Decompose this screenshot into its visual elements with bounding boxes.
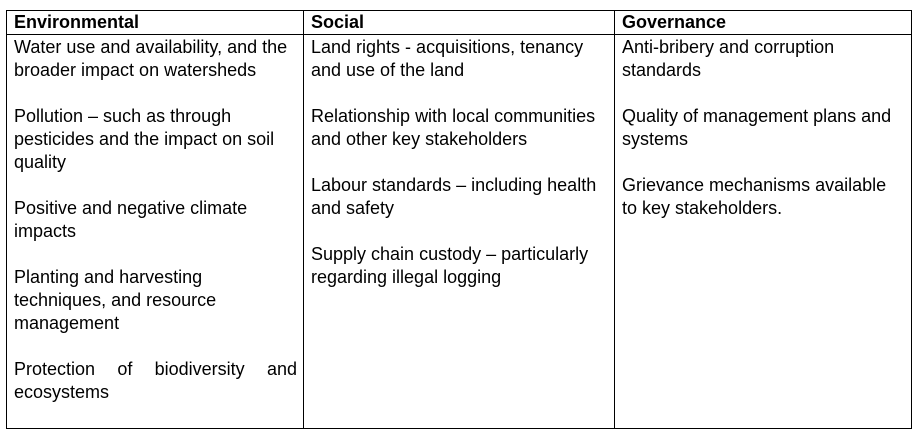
social-item: Labour standards – including health and safety — [311, 175, 597, 218]
social-item: Relationship with local communities and other key stakeholders — [311, 106, 596, 149]
social-cell — [304, 35, 615, 429]
governance-item: Grievance mechanisms available to key stakeholders. — [622, 175, 887, 218]
environmental-item: Planting and harvesting techniques, and resource management — [14, 267, 217, 333]
environmental-item: Protection of biodiversity and ecosystems — [14, 359, 297, 402]
governance-item: Quality of management plans and systems — [622, 106, 892, 149]
governance-item: Anti-bribery and corruption standards — [622, 37, 835, 80]
environmental-cell — [7, 35, 304, 429]
environmental-item: Positive and negative climate impacts — [14, 198, 248, 241]
environmental-item: Water use and availability, and the broader impact on watersheds — [14, 37, 288, 80]
social-item: Land rights - acquisitions, tenancy and use of the land — [311, 37, 584, 80]
governance-cell — [615, 35, 912, 429]
header-environmental: Environmental — [7, 11, 304, 35]
header-governance: Governance — [615, 11, 912, 35]
header-social: Social — [304, 11, 615, 35]
table-header-row — [7, 11, 912, 35]
esg-issues-table — [6, 10, 912, 429]
social-item: Supply chain custody – particularly regarding illegal logging — [311, 244, 589, 287]
environmental-item: Pollution – such as through pesticides and the impact on soil quality — [14, 106, 275, 172]
table-row — [7, 35, 912, 429]
